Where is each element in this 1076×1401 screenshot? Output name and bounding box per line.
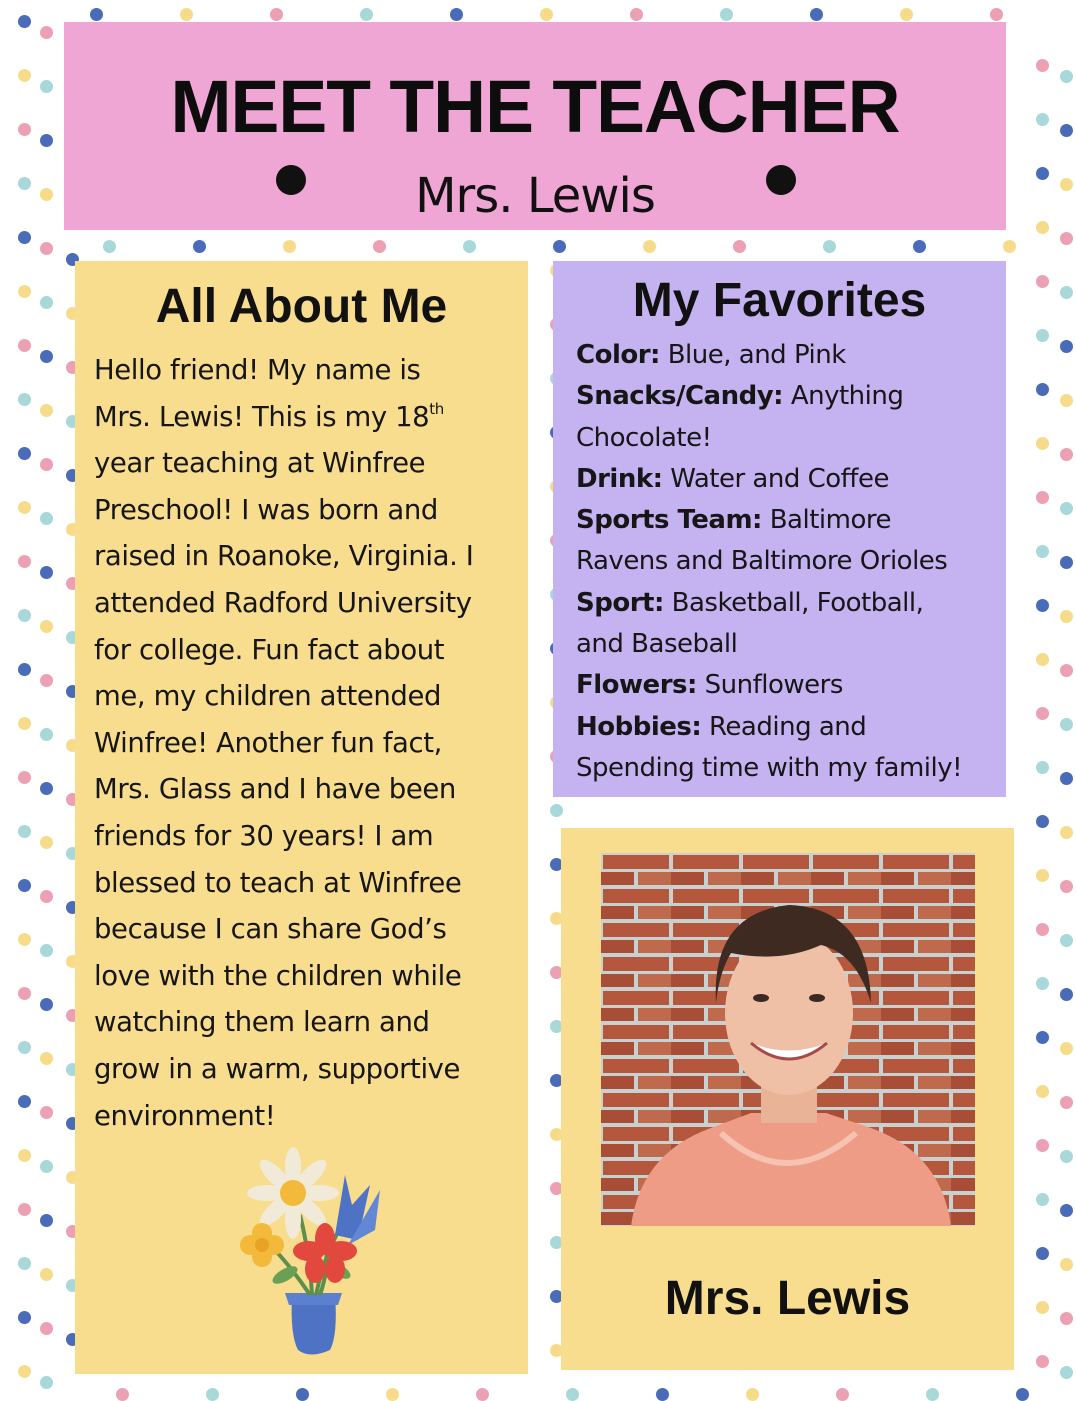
polka-dot: [643, 240, 656, 253]
polka-dot: [1036, 599, 1049, 612]
ordinal-suffix: th: [429, 399, 444, 418]
polka-dot: [40, 404, 53, 417]
polka-dot: [40, 458, 53, 471]
polka-dot: [90, 8, 103, 21]
polka-dot: [40, 782, 53, 795]
favorite-value-continued: Spending time with my family!: [576, 752, 963, 783]
polka-dot: [1036, 221, 1049, 234]
bullet-right-icon: [766, 165, 796, 195]
polka-dot: [1060, 718, 1073, 731]
favorite-value: Basketball, Football,: [671, 587, 924, 618]
page-title: MEET THE TEACHER: [170, 65, 900, 148]
polka-dot: [1036, 1247, 1049, 1260]
favorite-item-flowers: [576, 665, 1001, 706]
about-line: watching them learn and: [94, 1006, 430, 1039]
favorite-value-continued: Chocolate!: [576, 422, 712, 453]
polka-dot: [1036, 923, 1049, 936]
polka-dot: [18, 1095, 31, 1108]
favorite-value: Baltimore: [769, 505, 891, 536]
polka-dot: [1036, 977, 1049, 990]
polka-dot: [540, 8, 553, 21]
polka-dot: [386, 1388, 399, 1401]
polka-dot: [1016, 1388, 1029, 1401]
polka-dot: [40, 1052, 53, 1065]
about-line: Mrs. Glass and I have been: [94, 773, 456, 806]
polka-dot: [18, 717, 31, 730]
polka-dot: [40, 296, 53, 309]
polka-dot: [1060, 1096, 1073, 1109]
polka-dot: [18, 69, 31, 82]
polka-dot: [900, 8, 913, 21]
polka-dot: [1036, 1139, 1049, 1152]
about-line: for college. Fun fact about: [94, 633, 445, 666]
polka-dot: [40, 620, 53, 633]
polka-dot: [1060, 556, 1073, 569]
favorite-item-sports-team: [576, 500, 1001, 541]
polka-dot: [18, 1149, 31, 1162]
polka-dot: [476, 1388, 489, 1401]
polka-dot: [836, 1388, 849, 1401]
flower-vase-icon: [230, 1145, 390, 1360]
about-line: me, my children attended: [94, 680, 442, 713]
polka-dot: [18, 177, 31, 190]
polka-dot: [1060, 394, 1073, 407]
polka-dot: [450, 8, 463, 21]
about-line: attended Radford University: [94, 586, 472, 619]
polka-dot: [18, 1257, 31, 1270]
polka-dot: [40, 26, 53, 39]
polka-dot: [1036, 653, 1049, 666]
polka-dot: [553, 240, 566, 253]
polka-dot: [40, 80, 53, 93]
polka-dot: [1036, 275, 1049, 288]
polka-dot: [1060, 232, 1073, 245]
favorite-value: Blue, and Pink: [667, 340, 846, 370]
about-line: blessed to teach at Winfree: [94, 866, 462, 899]
polka-dot: [40, 836, 53, 849]
polka-dot: [1060, 934, 1073, 947]
polka-dot: [270, 8, 283, 21]
polka-dot: [1036, 815, 1049, 828]
polka-dot: [40, 998, 53, 1011]
favorite-label: Color:: [576, 340, 660, 370]
polka-dot: [1036, 1301, 1049, 1314]
polka-dot: [18, 447, 31, 460]
favorite-label: Hobbies:: [576, 711, 702, 742]
polka-dot: [193, 240, 206, 253]
about-line: raised in Roanoke, Virginia. I: [94, 540, 474, 573]
polka-dot: [18, 1203, 31, 1216]
polka-dot: [1003, 240, 1016, 253]
polka-dot: [1036, 491, 1049, 504]
polka-dot: [18, 609, 31, 622]
favorite-label: Flowers:: [576, 670, 697, 701]
polka-dot: [40, 674, 53, 687]
polka-dot: [1036, 545, 1049, 558]
polka-dot: [18, 231, 31, 244]
polka-dot: [1060, 1150, 1073, 1163]
polka-dot: [810, 8, 823, 21]
polka-dot: [566, 1388, 579, 1401]
polka-dot: [1060, 610, 1073, 623]
polka-dot: [40, 728, 53, 741]
polka-dot: [18, 987, 31, 1000]
polka-dot: [40, 512, 53, 525]
polka-dot: [18, 1365, 31, 1378]
favorite-value: Sunflowers: [704, 670, 843, 701]
favorite-label: Sport:: [576, 587, 664, 618]
polka-dot: [1036, 113, 1049, 126]
polka-dot: [1060, 1258, 1073, 1271]
polka-dot: [990, 8, 1003, 21]
polka-dot: [40, 1376, 53, 1389]
header-banner: [64, 22, 1006, 230]
polka-dot: [926, 1388, 939, 1401]
polka-dot: [40, 1268, 53, 1281]
polka-dot: [1060, 1366, 1073, 1379]
polka-dot: [1060, 1042, 1073, 1055]
polka-dot: [18, 933, 31, 946]
polka-dot: [206, 1388, 219, 1401]
polka-dot: [18, 285, 31, 298]
polka-dot: [18, 393, 31, 406]
polka-dot: [1060, 1204, 1073, 1217]
polka-dot: [463, 240, 476, 253]
polka-dot: [40, 890, 53, 903]
polka-dot: [18, 501, 31, 514]
favorite-item-color: [576, 335, 1001, 376]
polka-dot: [40, 134, 53, 147]
polka-dot: [1036, 329, 1049, 342]
polka-dot: [1060, 502, 1073, 515]
favorite-label: Snacks/Candy:: [576, 381, 784, 412]
polka-dot: [18, 825, 31, 838]
about-line: Hello friend! My name is: [94, 354, 421, 386]
favorite-item-sport: [576, 583, 1001, 624]
polka-dot: [1036, 1031, 1049, 1044]
polka-dot: [18, 1041, 31, 1054]
favorite-value-continued: and Baseball: [576, 629, 738, 660]
polka-dot: [18, 771, 31, 784]
favorite-item-snacks: [576, 376, 1001, 417]
favorite-value: Water and Coffee: [670, 463, 889, 494]
polka-dot: [1060, 286, 1073, 299]
polka-dot: [18, 1311, 31, 1324]
favorite-label: Drink:: [576, 463, 663, 494]
polka-dot: [40, 188, 53, 201]
about-me-text: [94, 347, 526, 1139]
polka-dot: [40, 566, 53, 579]
polka-dot: [40, 1322, 53, 1335]
polka-dot: [1036, 1085, 1049, 1098]
polka-dot: [1060, 772, 1073, 785]
polka-dot: [1060, 988, 1073, 1001]
polka-dot: [1036, 167, 1049, 180]
about-line: because I can share God’s: [94, 913, 447, 946]
polka-dot: [1060, 340, 1073, 353]
favorite-value: Anything: [790, 381, 904, 412]
polka-dot: [1036, 1193, 1049, 1206]
polka-dot: [1036, 59, 1049, 72]
about-me-title: All About Me: [155, 280, 448, 333]
polka-dot: [1060, 448, 1073, 461]
polka-dot: [40, 1214, 53, 1227]
favorite-value-continued: Ravens and Baltimore Orioles: [576, 546, 948, 577]
polka-dot: [550, 804, 563, 817]
about-line: Preschool! I was born and: [94, 493, 438, 526]
photo-caption-name: Mrs. Lewis: [664, 1272, 911, 1325]
polka-dot: [18, 555, 31, 568]
about-line: year teaching at Winfree: [94, 447, 426, 480]
favorite-value: Reading and: [709, 711, 867, 742]
polka-dot: [18, 123, 31, 136]
about-line: love with the children while: [94, 959, 462, 992]
polka-dot: [103, 240, 116, 253]
favorites-list: [576, 335, 1001, 789]
favorite-item-hobbies: [576, 707, 1001, 748]
polka-dot: [1060, 124, 1073, 137]
polka-dot: [1060, 664, 1073, 677]
polka-dot: [1036, 761, 1049, 774]
favorite-label: Sports Team:: [576, 505, 762, 536]
polka-dot: [40, 1160, 53, 1173]
teacher-name-subtitle: Mrs. Lewis: [415, 168, 655, 224]
about-line: [94, 394, 526, 441]
polka-dot: [296, 1388, 309, 1401]
polka-dot: [18, 879, 31, 892]
polka-dot: [1060, 826, 1073, 839]
polka-dot: [1036, 869, 1049, 882]
about-line: grow in a warm, supportive: [94, 1052, 461, 1085]
photo-card: [561, 828, 1014, 1370]
polka-dot: [40, 944, 53, 957]
polka-dot: [1060, 178, 1073, 191]
favorites-title: My Favorites: [632, 274, 927, 327]
polka-dot: [373, 240, 386, 253]
polka-dot: [18, 15, 31, 28]
polka-dot: [180, 8, 193, 21]
polka-dot: [1060, 880, 1073, 893]
polka-dot: [40, 1106, 53, 1119]
about-line: environment!: [94, 1099, 276, 1132]
polka-dot: [283, 240, 296, 253]
polka-dot: [360, 8, 373, 21]
polka-dot: [116, 1388, 129, 1401]
polka-dot: [720, 8, 733, 21]
portrait-image: [601, 853, 975, 1226]
favorite-item-drink: [576, 459, 1001, 500]
about-line-text: Mrs. Lewis! This is my 18: [94, 400, 430, 433]
polka-dot: [1036, 437, 1049, 450]
polka-dot: [913, 240, 926, 253]
polka-dot: [1060, 70, 1073, 83]
polka-dot: [18, 339, 31, 352]
polka-dot: [656, 1388, 669, 1401]
polka-dot: [823, 240, 836, 253]
polka-dot: [1036, 1355, 1049, 1368]
polka-dot: [630, 8, 643, 21]
favorites-panel: [553, 261, 1006, 797]
polka-dot: [1060, 1312, 1073, 1325]
teacher-photo: [601, 853, 975, 1226]
polka-dot: [733, 240, 746, 253]
polka-dot: [1036, 383, 1049, 396]
polka-dot: [18, 663, 31, 676]
about-line: Winfree! Another fun fact,: [94, 726, 442, 759]
polka-dot: [746, 1388, 759, 1401]
about-line: friends for 30 years! I am: [94, 819, 434, 852]
polka-dot: [40, 350, 53, 363]
polka-dot: [40, 242, 53, 255]
polka-dot: [1036, 707, 1049, 720]
